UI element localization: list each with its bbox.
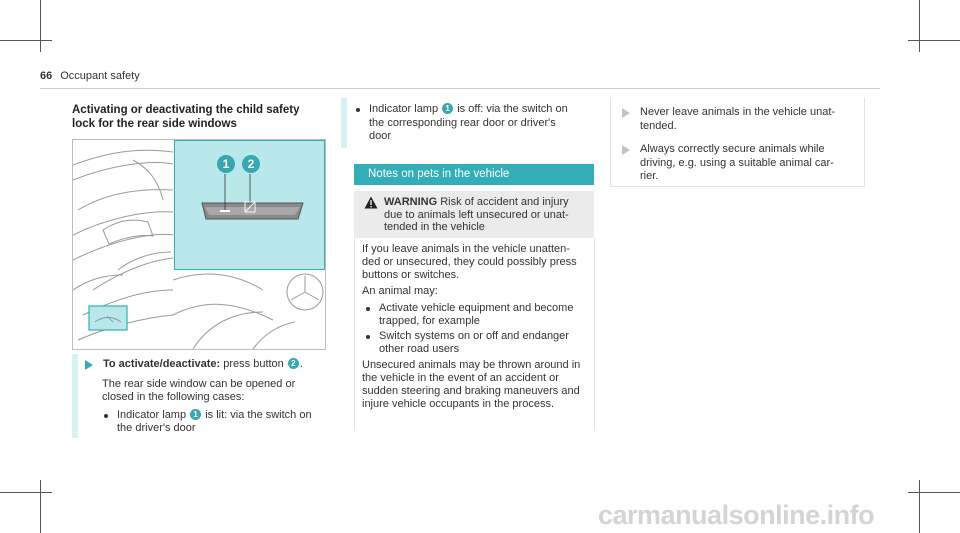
header-divider — [40, 88, 880, 89]
indicator-lamp-icon — [220, 210, 230, 212]
text-fragment: is lit: via the switch on — [205, 408, 312, 421]
text-line: closed in the following cases: — [102, 391, 245, 403]
step-arrow-icon — [622, 145, 630, 155]
text-fragment: Activate vehicle equipment and become — [379, 302, 574, 315]
warning-label: WARNING — [384, 196, 438, 208]
step-text: press button — [223, 358, 284, 370]
bullet-icon — [366, 307, 370, 311]
text-fragment: is off: via the switch on — [457, 103, 568, 115]
notes-title: Notes on pets in the vehicle — [368, 168, 510, 180]
text-line: ded or unsecured, they could possibly press — [362, 255, 577, 268]
step-item — [622, 143, 857, 184]
column-marker — [341, 98, 347, 148]
list-item — [102, 409, 325, 436]
text-fragment: driving, e.g. using a suitable animal car- — [640, 156, 834, 169]
middle-list — [354, 103, 594, 144]
text-line: Unsecured animals may be thrown around in — [362, 359, 581, 372]
text-line: tended in the vehicle — [384, 221, 485, 233]
notes-section-header — [354, 164, 594, 185]
text-fragment: Indicator lamp — [369, 103, 439, 115]
title-line: Activating or deactivating the child safety — [72, 104, 300, 116]
crop-mark — [908, 40, 960, 41]
watermark: carmanualsonline.info — [598, 500, 875, 530]
text-line: If you leave animals in the vehicle unatten- — [362, 243, 570, 255]
text-fragment: rier. — [640, 170, 659, 182]
column-marker — [72, 354, 78, 438]
section-name: Occupant safety — [60, 70, 140, 82]
left-instructions — [85, 358, 325, 436]
text-line: buttons or switches. — [362, 268, 460, 281]
text-line: sudden steering and braking maneuvers and — [362, 384, 580, 397]
ref-badge: 1 — [442, 103, 453, 114]
text-line: injure vehicle occupants in the process. — [362, 397, 554, 410]
list-item — [364, 330, 590, 356]
bullet-icon — [366, 335, 370, 339]
car-door-illustration — [72, 139, 326, 350]
text-fragment: other road users — [379, 342, 460, 355]
step-ref-badge: 2 — [288, 358, 299, 369]
list-item — [364, 302, 590, 328]
step-arrow-icon — [622, 108, 630, 118]
text-fragment: Never leave animals in the vehicle unat- — [640, 106, 836, 118]
text-fragment: the corresponding rear door or driver's — [369, 116, 556, 129]
list-item — [354, 103, 594, 144]
column-rule — [864, 98, 865, 186]
bullet-icon — [104, 414, 108, 418]
text-fragment: door — [369, 130, 392, 142]
crop-mark — [0, 492, 52, 493]
crop-mark — [919, 0, 920, 52]
zoom-inset — [174, 140, 325, 270]
warning-details — [362, 243, 590, 415]
callout-1: 1 — [217, 155, 235, 173]
warning-text — [384, 196, 584, 234]
text-fragment: Risk of accident and injury — [440, 196, 569, 208]
step-item: To activate/deactivate: press button 2 . — [85, 358, 325, 372]
text-line: due to animals left unsecured or unat- — [384, 208, 569, 221]
title-line: lock for the rear side windows — [72, 118, 237, 130]
page-header — [40, 70, 140, 82]
page-number: 66 — [40, 70, 53, 82]
crop-mark — [40, 480, 41, 533]
callout-2: 2 — [242, 155, 260, 173]
text-fragment: trapped, for example — [379, 314, 480, 327]
column-rule — [610, 186, 865, 187]
crop-mark — [908, 492, 960, 493]
warning-triangle-icon — [364, 196, 378, 209]
text-line: The rear side window can be opened or — [102, 377, 296, 390]
text-fragment: tended. — [640, 119, 677, 132]
ref-badge: 1 — [190, 409, 201, 420]
step-description — [102, 378, 325, 405]
text-fragment: Switch systems on or off and endanger — [379, 329, 569, 342]
text-line: An animal may: — [362, 285, 438, 298]
section-title — [72, 103, 322, 131]
column-rule — [594, 238, 595, 430]
text-line: the vehicle in the event of an accident or — [362, 372, 559, 385]
step-arrow-icon — [85, 360, 93, 370]
crop-mark — [0, 40, 52, 41]
right-instructions — [622, 106, 857, 184]
step-item — [622, 106, 857, 133]
text-fragment: Always correctly secure animals while — [640, 143, 825, 155]
crop-mark — [40, 0, 41, 52]
text-fragment: the driver's door — [117, 422, 196, 434]
text-fragment: Indicator lamp — [117, 408, 187, 421]
crop-mark — [919, 480, 920, 533]
column-rule — [354, 238, 355, 430]
bullet-icon — [356, 108, 360, 112]
column-rule — [610, 98, 611, 186]
step-label: To activate/deactivate: — [103, 358, 221, 370]
